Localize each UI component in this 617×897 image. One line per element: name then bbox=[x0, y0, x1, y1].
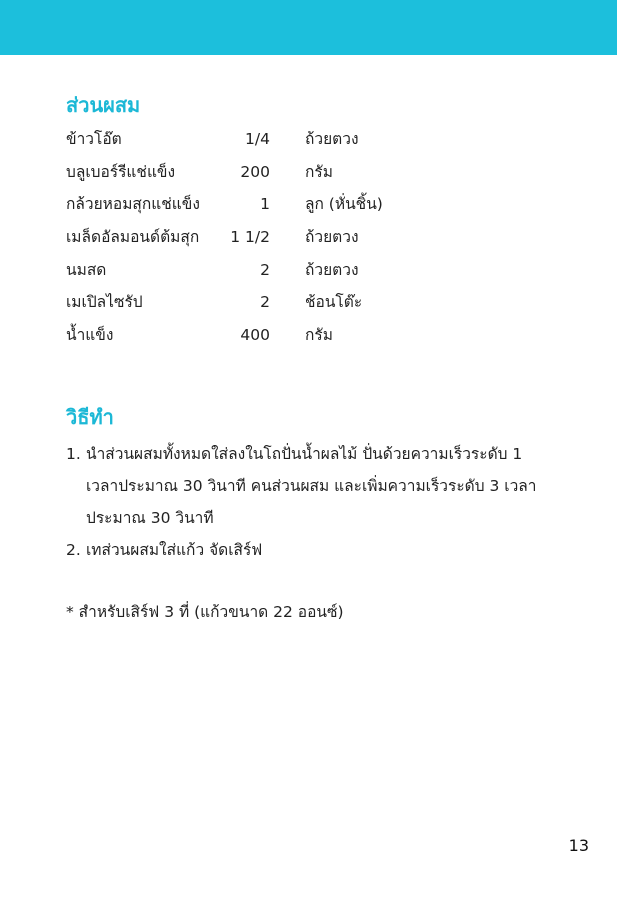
step-text: เทส่วนผสมใส่แก้ว จัดเสิร์ฟ bbox=[86, 541, 263, 559]
method-steps bbox=[66, 438, 556, 566]
ingredient-quantity: 1 bbox=[260, 195, 270, 214]
ingredient-name: น้ำแข็ง bbox=[66, 326, 114, 345]
ingredient-row bbox=[66, 256, 486, 289]
ingredient-unit: กรัม bbox=[305, 162, 333, 181]
serving-note: * สำหรับเสิร์ฟ 3 ที่ (แก้วขนาด 22 ออนซ์) bbox=[66, 603, 344, 621]
method-step bbox=[66, 438, 556, 534]
ingredient-quantity: 1 1/2 bbox=[230, 228, 270, 247]
method-heading: วิธีทำ bbox=[66, 405, 114, 429]
top-color-bar bbox=[0, 0, 617, 55]
ingredient-quantity: 200 bbox=[240, 162, 270, 181]
ingredient-unit: ถ้วยตวง bbox=[305, 260, 359, 279]
ingredient-name: นมสด bbox=[66, 260, 107, 279]
ingredient-name: เมเปิลไซรัป bbox=[66, 293, 143, 312]
ingredient-row bbox=[66, 158, 486, 191]
ingredient-list bbox=[66, 125, 486, 354]
ingredient-row bbox=[66, 190, 486, 223]
ingredient-name: ข้าวโอ๊ต bbox=[66, 130, 122, 148]
ingredient-unit: ถ้วยตวง bbox=[305, 130, 359, 148]
ingredient-quantity: 2 bbox=[260, 293, 270, 312]
ingredient-name: บลูเบอร์รีแช่แข็ง bbox=[66, 162, 176, 181]
method-step bbox=[66, 534, 556, 566]
ingredient-unit: ช้อนโต๊ะ bbox=[305, 293, 363, 312]
step-number: 2. bbox=[66, 541, 81, 559]
ingredient-name: กล้วยหอมสุกแช่แข็ง bbox=[66, 195, 200, 214]
step-number: 1. bbox=[66, 445, 81, 463]
ingredient-row bbox=[66, 321, 486, 354]
ingredients-heading: ส่วนผสม bbox=[66, 93, 141, 117]
ingredient-row bbox=[66, 288, 486, 321]
ingredient-unit: กรัม bbox=[305, 326, 333, 345]
ingredient-quantity: 400 bbox=[240, 326, 270, 345]
ingredient-unit: ลูก (หั่นชิ้น) bbox=[305, 195, 383, 214]
ingredient-row bbox=[66, 125, 486, 158]
step-text: นำส่วนผสมทั้งหมดใส่ลงในโถปั่นน้ำผลไม้ ปั่นด้วยความเร็วระดับ 1 เวลาประมาณ 30 วินาที คนส่วนผสม และเพิ่มความเร็วระดับ 3 เวลาประมาณ 30 วินาที bbox=[86, 445, 537, 527]
page-number: 13 bbox=[568, 836, 589, 855]
ingredient-name: เมล็ดอัลมอนด์ต้มสุก bbox=[66, 228, 200, 247]
ingredient-row bbox=[66, 223, 486, 256]
ingredient-unit: ถ้วยตวง bbox=[305, 228, 359, 247]
ingredient-quantity: 2 bbox=[260, 260, 270, 279]
ingredient-quantity: 1/4 bbox=[245, 130, 270, 148]
